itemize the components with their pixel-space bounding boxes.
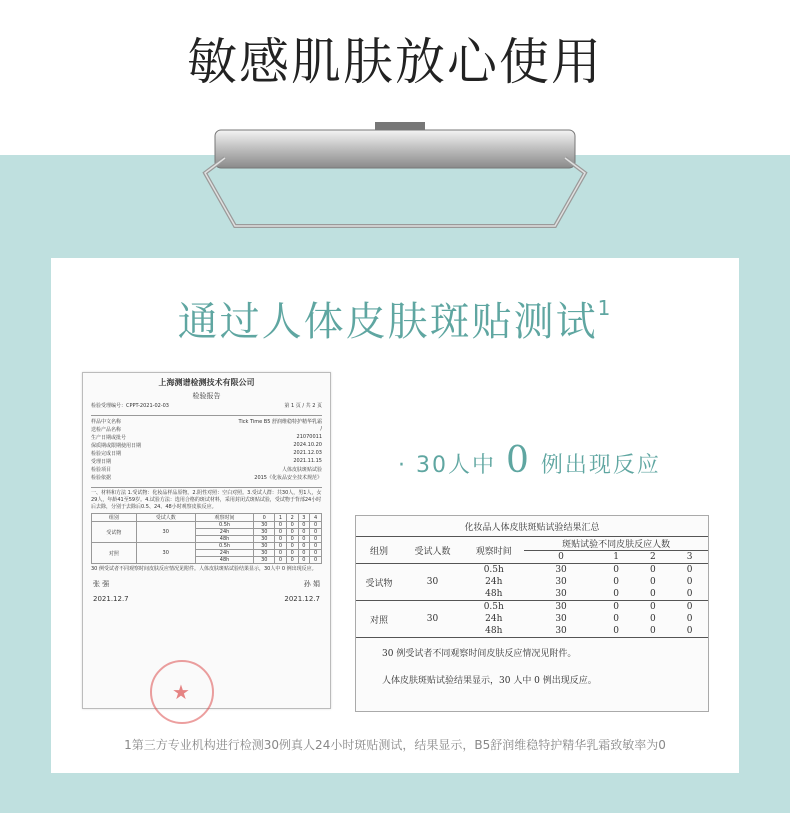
col-time: 观察时间 <box>475 546 512 557</box>
summary-cell: 0.5h <box>483 602 504 612</box>
table-cell: 24h <box>195 550 254 557</box>
report-info-row <box>91 458 322 465</box>
card-title <box>0 290 790 347</box>
star-icon: ★ <box>172 680 190 704</box>
table-cell: 0.5h <box>195 522 254 529</box>
table-cell: 0 <box>275 522 287 529</box>
summary-cell: 0.5h <box>483 565 504 575</box>
info-value: / <box>320 426 322 432</box>
summary-cell: 0 <box>686 614 693 624</box>
summary-result: 人体皮肤斑贴试验结果显示，30 人中 0 例出现反应。 <box>382 676 597 686</box>
summary-cell: 0 <box>613 577 619 587</box>
report-table-row <box>92 543 322 550</box>
report-table-header: 2 <box>286 514 298 522</box>
report-table <box>91 513 322 564</box>
group-name: 受试物 <box>92 522 137 543</box>
report-table-header: 4 <box>310 514 322 522</box>
table-cell: 0 <box>298 557 310 564</box>
report-body-text: 一、材料和方法 1.受试物：化妆品样品原物。2.阴性对照：空白对照。3.受试人群：共30人，男1人，女29人，年龄41至59岁。4.试验方法：选用合格的斑试材料，采用封闭式斑贴试验，受试物于背部24小时后去除，分别于去除后0.5、24、48小时观察皮肤反应。 <box>91 490 322 510</box>
table-cell: 30 <box>254 522 275 529</box>
table-cell: 0 <box>286 543 298 550</box>
summary-cell: 0 <box>649 614 656 624</box>
info-value: 21070011 <box>296 434 322 440</box>
table-cell: 0 <box>310 557 322 564</box>
table-cell: 0 <box>275 543 287 550</box>
report-table-header: 组别 <box>92 514 137 522</box>
report-info-row <box>91 434 322 441</box>
report-info-rows <box>83 418 330 481</box>
footnote: 1第三方专业机构进行检测30例真人24小时斑贴测试，结果显示，B5舒润维稳特护精华乳霜致敏率为0 <box>124 738 666 752</box>
table-cell: 0 <box>286 557 298 564</box>
info-value: Tick Time B5 舒润维稳特护精华乳霜 <box>238 419 322 425</box>
table-cell: 0.5h <box>195 543 254 550</box>
table-cell: 0 <box>310 543 322 550</box>
col-span: 斑贴试验不同皮肤反应人数 <box>524 537 708 551</box>
stat-number: 0 <box>505 440 531 481</box>
test-report-document <box>82 372 331 709</box>
summary-cell: 0 <box>613 614 619 624</box>
summary-cell: 30 <box>555 577 567 587</box>
summary-cell: 30 <box>555 565 567 575</box>
summary-cell: 48h <box>485 589 503 599</box>
level-header: 1 <box>613 552 619 562</box>
report-number: 检验受理编号：CPPT-2021-02-03 <box>91 403 169 409</box>
result-stat <box>398 440 661 481</box>
summary-cell: 48h <box>485 626 503 636</box>
report-table-header: 1 <box>275 514 287 522</box>
report-title: 检验报告 <box>192 392 221 400</box>
summary-note: 30 例受试者不同观察时间皮肤反应情况见附件。 <box>382 649 577 659</box>
table-cell: 0 <box>310 522 322 529</box>
card-title-footnote-mark: 1 <box>597 295 613 320</box>
card-title-text: 通过人体皮肤斑贴测试 <box>177 299 598 345</box>
table-cell: 30 <box>254 536 275 543</box>
summary-cell: 0 <box>649 565 656 575</box>
level-header: 2 <box>649 552 656 562</box>
col-n: 受试人数 <box>414 546 451 557</box>
summary-cell: 0 <box>686 589 693 599</box>
table-cell: 30 <box>254 550 275 557</box>
table-cell: 30 <box>254 529 275 536</box>
report-divider <box>91 411 322 416</box>
table-cell: 0 <box>286 529 298 536</box>
level-header: 0 <box>558 552 564 562</box>
table-cell: 0 <box>286 536 298 543</box>
report-info-row <box>91 426 322 433</box>
info-value: 2015《化妆品安全技术规范》 <box>254 475 322 481</box>
date-2: 2021.12.7 <box>284 595 320 603</box>
table-cell: 48h <box>195 536 254 543</box>
report-info-row <box>91 442 322 449</box>
stat-prefix: · 30人中 <box>398 453 496 478</box>
report-page: 第 1 页 / 共 2 页 <box>284 403 322 409</box>
info-label: 受理日期 <box>91 459 112 465</box>
info-label: 送检产品名称 <box>91 427 122 433</box>
summary-title: 化妆品人体皮肤斑贴试验结果汇总 <box>464 523 600 533</box>
report-signatures <box>93 579 320 589</box>
table-cell: 0 <box>310 536 322 543</box>
report-table-header: 观察时间 <box>195 514 254 522</box>
group-name: 对照 <box>92 543 137 564</box>
table-cell: 0 <box>298 522 310 529</box>
table-cell: 0 <box>310 550 322 557</box>
summary-cell: 0 <box>649 626 656 636</box>
summary-cell: 0 <box>649 602 656 612</box>
report-table-header: 3 <box>298 514 310 522</box>
info-value: 人体皮肤斑贴试验 <box>281 467 322 473</box>
signature-1: 张 强 <box>93 580 110 588</box>
info-label: 保质期或限期使用日期 <box>91 443 142 449</box>
report-info-row <box>91 466 322 473</box>
table-cell: 0 <box>298 536 310 543</box>
table-cell: 0 <box>298 529 310 536</box>
summary-row <box>356 601 708 614</box>
report-table-row <box>92 522 322 529</box>
info-value: 2021.12.03 <box>293 450 322 456</box>
summary-cell: 0 <box>649 589 656 599</box>
summary-table <box>356 536 708 638</box>
col-group: 组别 <box>369 546 388 557</box>
info-value: 2024.10.20 <box>293 442 322 448</box>
table-cell: 0 <box>286 522 298 529</box>
clipboard-clip-icon <box>195 118 595 238</box>
table-cell: 0 <box>275 529 287 536</box>
group-n: 30 <box>426 614 439 624</box>
summary-cell: 0 <box>649 577 656 587</box>
table-cell: 0 <box>310 529 322 536</box>
table-cell: 0 <box>275 536 287 543</box>
summary-cell: 30 <box>555 626 567 636</box>
table-cell: 0 <box>298 543 310 550</box>
table-cell: 0 <box>275 550 287 557</box>
summary-cell: 30 <box>555 602 567 612</box>
report-org: 上海测谱检测技术有限公司 <box>158 378 255 387</box>
report-info-row <box>91 474 322 481</box>
report-table-header: 0 <box>254 514 275 522</box>
info-label: 检验完成日期 <box>91 451 122 457</box>
info-value: 2021.11.15 <box>293 458 322 464</box>
info-label: 检验依据 <box>91 475 112 481</box>
signature-2: 孙 娟 <box>303 580 320 588</box>
report-info-row <box>91 418 322 425</box>
table-cell: 30 <box>254 557 275 564</box>
table-cell: 0 <box>298 550 310 557</box>
table-cell: 0 <box>275 557 287 564</box>
summary-cell: 30 <box>555 614 567 624</box>
report-info-row <box>91 450 322 457</box>
table-cell: 24h <box>195 529 254 536</box>
page-headline: 敏感肌肤放心使用 <box>187 33 603 91</box>
table-cell: 30 <box>254 543 275 550</box>
summary-cell: 0 <box>613 626 619 636</box>
summary-cell: 0 <box>686 577 693 587</box>
summary-cell: 0 <box>686 626 693 636</box>
table-cell: 48h <box>195 557 254 564</box>
summary-row <box>356 564 708 577</box>
info-label: 样品中文名称 <box>91 419 122 425</box>
group-name: 对照 <box>369 615 388 626</box>
summary-table-card <box>355 515 709 712</box>
group-name: 受试物 <box>365 578 393 589</box>
info-label: 生产日期或批号 <box>91 435 127 441</box>
date-1: 2021.12.7 <box>93 595 129 603</box>
summary-cell: 0 <box>613 602 619 612</box>
report-table-header: 受试人数 <box>136 514 195 522</box>
report-dates <box>93 595 320 603</box>
report-header-row <box>91 402 322 409</box>
stat-suffix: 例出现反应 <box>540 453 661 478</box>
table-cell: 0 <box>286 550 298 557</box>
summary-cell: 30 <box>555 589 567 599</box>
summary-cell: 24h <box>485 577 503 587</box>
summary-cell: 0 <box>686 565 693 575</box>
summary-cell: 0 <box>613 565 619 575</box>
group-n: 30 <box>136 522 195 543</box>
report-divider <box>91 483 322 488</box>
summary-cell: 24h <box>485 614 503 624</box>
summary-cell: 0 <box>613 589 619 599</box>
group-n: 30 <box>136 543 195 564</box>
info-label: 检验项目 <box>91 467 112 473</box>
report-result-text: 30 例受试者不同观察时间皮肤反应情况见附件。人体皮肤斑贴试验结果显示，30人中 0 例出现反应。 <box>91 566 317 572</box>
summary-cell: 0 <box>686 602 693 612</box>
red-seal-stamp <box>150 660 214 724</box>
level-header: 3 <box>686 552 693 562</box>
group-n: 30 <box>426 577 439 587</box>
